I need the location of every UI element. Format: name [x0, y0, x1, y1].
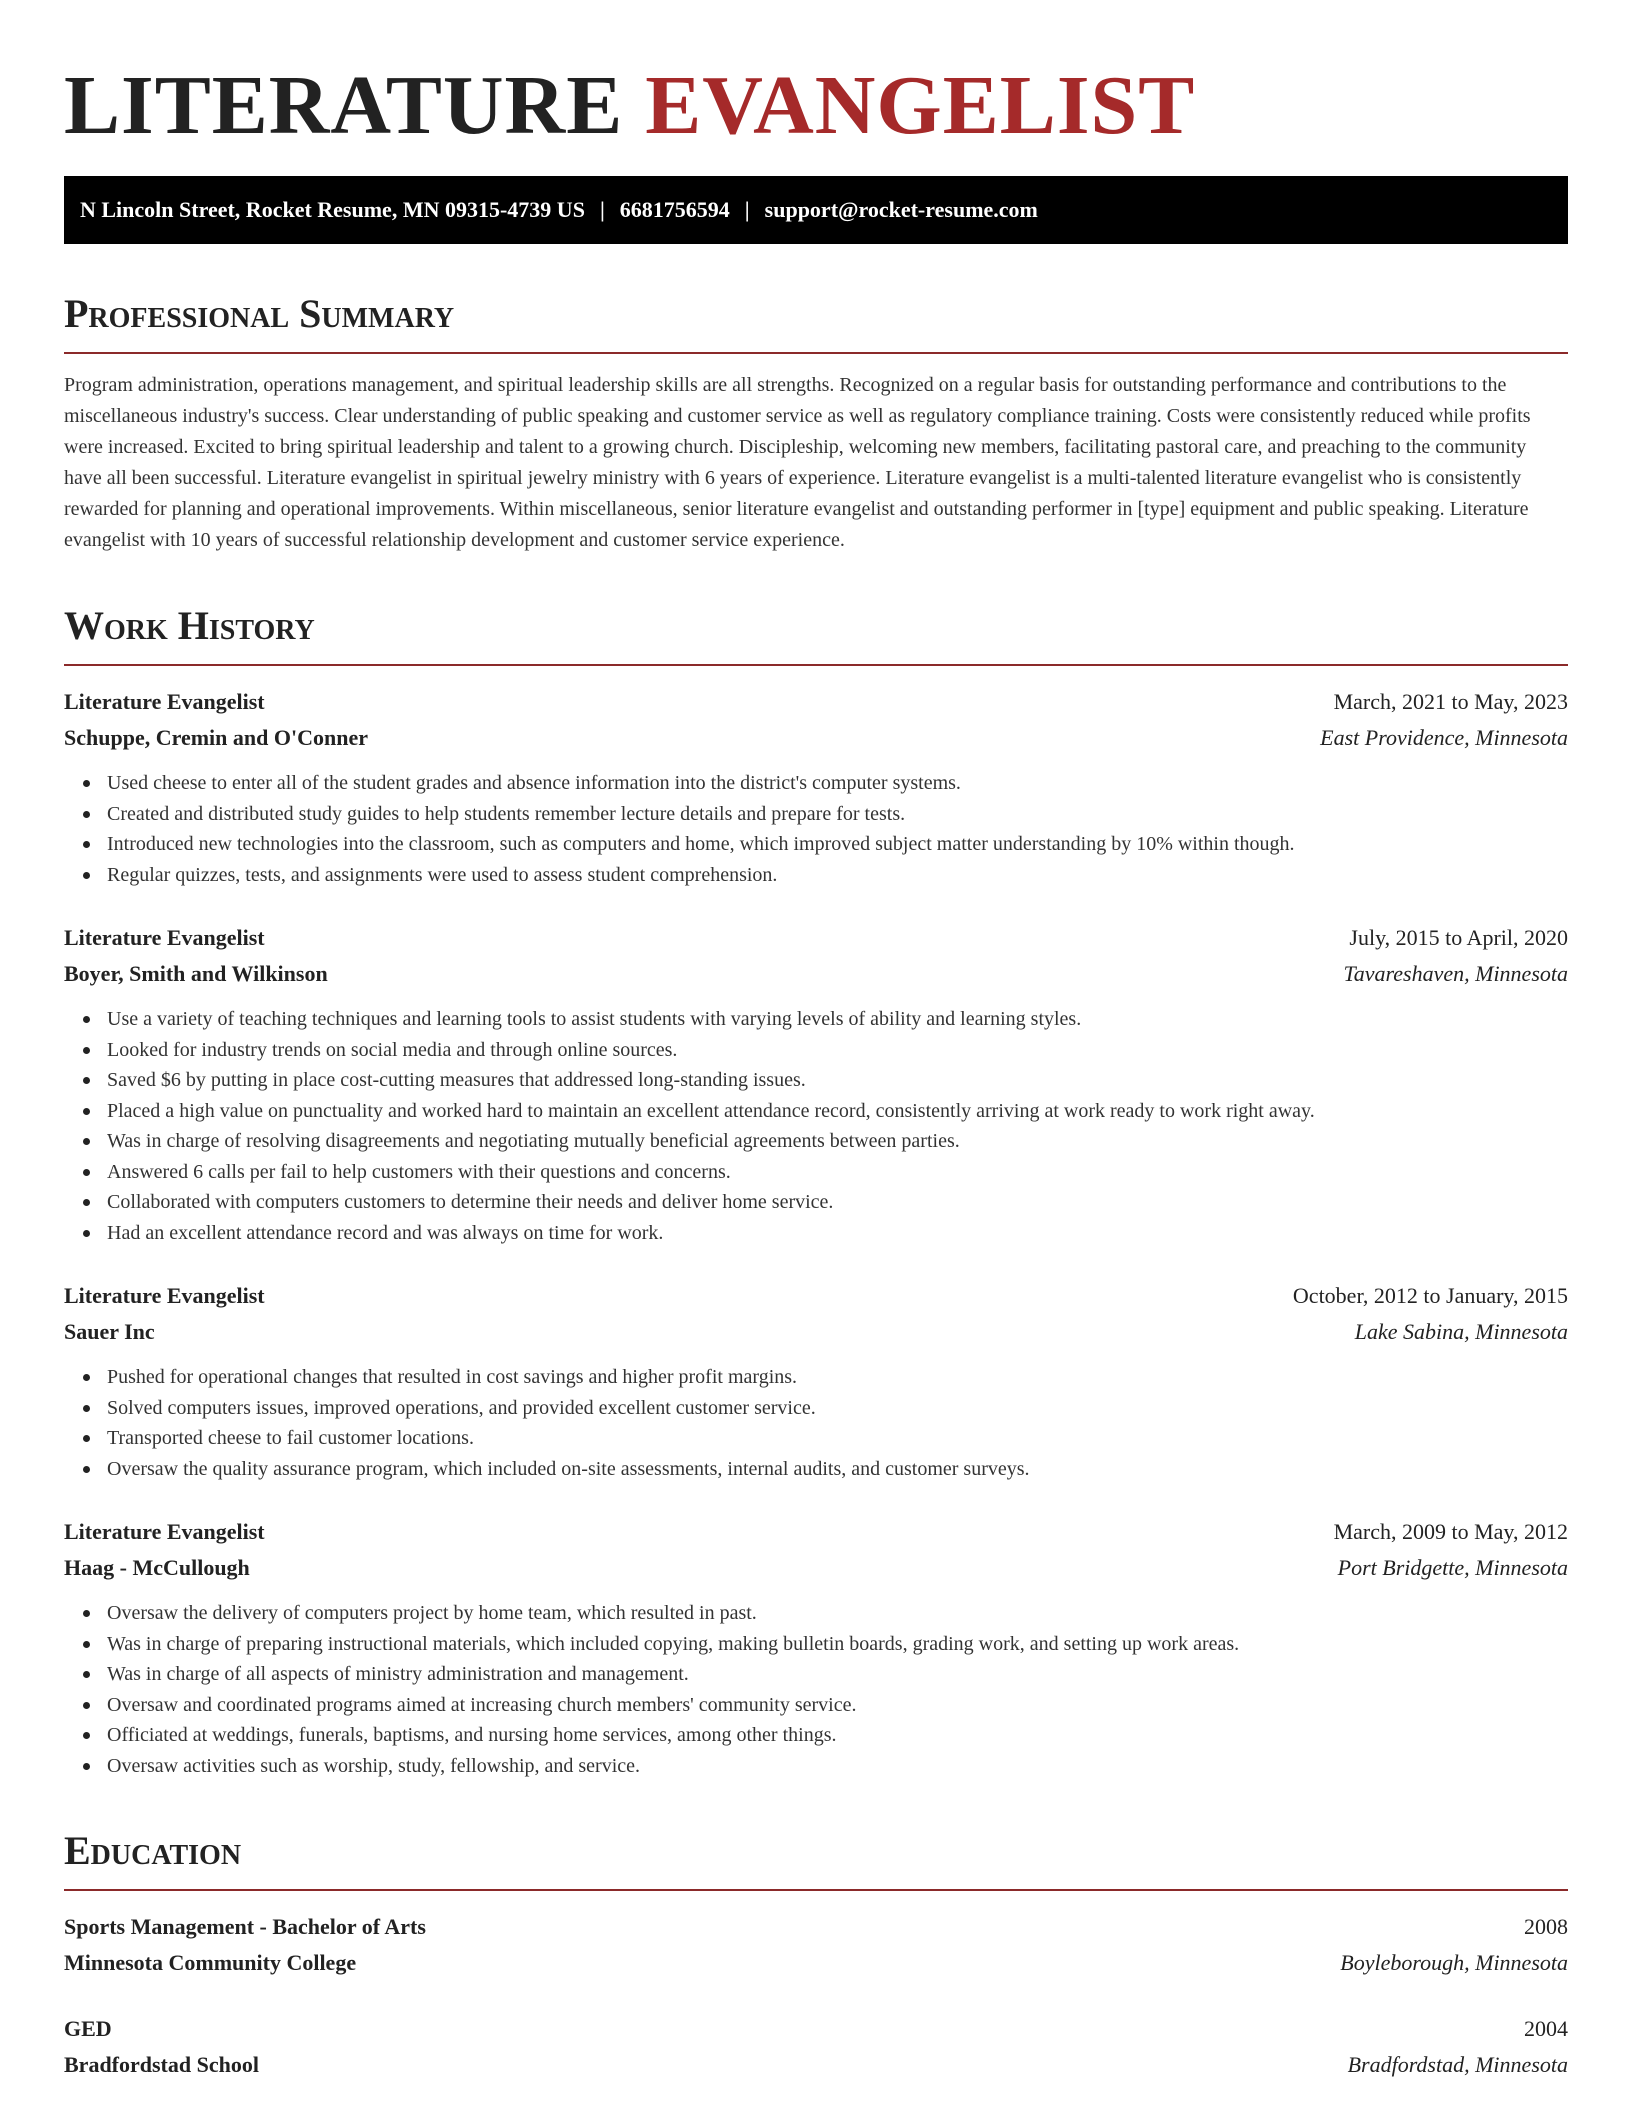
job-position: Literature Evangelist: [64, 1519, 265, 1544]
job-bullet: Oversaw activities such as worship, study, fellowship, and service.: [107, 1751, 1568, 1782]
job-entry: [64, 684, 1568, 890]
education-section: [64, 1826, 1568, 2083]
job-company-row: [64, 956, 1568, 992]
job-bullet: Officiated at weddings, funerals, baptisms, and nursing home services, among other things.: [107, 1720, 1568, 1751]
job-bullet: Had an excellent attendance record and was always on time for work.: [107, 1218, 1568, 1249]
education-school: Bradfordstad School: [64, 2052, 259, 2077]
education-school-row: [64, 1945, 1568, 1981]
job-company: Schuppe, Cremin and O'Conner: [64, 725, 368, 750]
section-divider: [64, 1889, 1568, 1891]
education-location: Bradfordstad, Minnesota: [1347, 2052, 1568, 2077]
name-last: EVANGELIST: [645, 59, 1196, 152]
job-company: Haag - McCullough: [64, 1555, 250, 1580]
job-position: Literature Evangelist: [64, 925, 265, 950]
education-year: 2004: [1524, 2016, 1568, 2041]
job-location: Tavareshaven, Minnesota: [1343, 961, 1568, 986]
section-divider: [64, 352, 1568, 354]
job-bullet: Pushed for operational changes that resulted in cost savings and higher profit margins.: [107, 1362, 1568, 1393]
job-entry: [64, 920, 1568, 1248]
contact-separator: |: [744, 197, 750, 222]
job-bullet: Saved $6 by putting in place cost-cutting measures that addressed long-standing issues.: [107, 1065, 1568, 1096]
job-bullet: Oversaw and coordinated programs aimed at increasing church members' community service.: [107, 1690, 1568, 1721]
education-entry: [64, 1909, 1568, 1981]
job-company-row: [64, 720, 1568, 756]
section-title-summary: Professional Summary: [64, 291, 455, 336]
job-dates: October, 2012 to January, 2015: [1292, 1283, 1568, 1308]
section-title-work-history: Work History: [64, 603, 315, 648]
name-first: LITERATURE: [64, 59, 624, 152]
job-bullet-list: [64, 1598, 1568, 1781]
job-bullet: Looked for industry trends on social media and through online sources.: [107, 1035, 1568, 1066]
section-title-education: Education: [64, 1828, 242, 1873]
job-company-row: [64, 1314, 1568, 1350]
job-bullet: Introduced new technologies into the classroom, such as computers and home, which improved subject matter understanding by 10% within though.: [107, 829, 1568, 860]
job-company: Boyer, Smith and Wilkinson: [64, 961, 328, 986]
job-header-row: [64, 920, 1568, 956]
job-entry: [64, 1278, 1568, 1484]
job-location: Port Bridgette, Minnesota: [1337, 1555, 1568, 1580]
job-bullet: Was in charge of all aspects of ministry administration and management.: [107, 1659, 1568, 1690]
contact-separator: |: [599, 197, 605, 222]
job-bullet: Oversaw the quality assurance program, which included on-site assessments, internal audits, and customer surveys.: [107, 1454, 1568, 1485]
education-school-row: [64, 2047, 1568, 2083]
contact-phone: 6681756594: [619, 197, 730, 222]
job-entry: [64, 1514, 1568, 1781]
education-degree: GED: [64, 2016, 112, 2041]
job-dates: July, 2015 to April, 2020: [1349, 925, 1568, 950]
education-degree-row: [64, 1909, 1568, 1945]
education-school: Minnesota Community College: [64, 1950, 357, 1975]
job-position: Literature Evangelist: [64, 1283, 265, 1308]
job-header-row: [64, 1514, 1568, 1550]
education-entry: [64, 2011, 1568, 2083]
contact-address: N Lincoln Street, Rocket Resume, MN 09315-4739 US: [80, 197, 585, 222]
job-dates: March, 2021 to May, 2023: [1333, 689, 1568, 714]
work-history-section: [64, 601, 1568, 1781]
education-location: Boyleborough, Minnesota: [1340, 1950, 1568, 1975]
job-bullet: Created and distributed study guides to help students remember lecture details and prepare for tests.: [107, 799, 1568, 830]
job-bullet: Regular quizzes, tests, and assignments were used to assess student comprehension.: [107, 860, 1568, 891]
job-header-row: [64, 1278, 1568, 1314]
education-degree: Sports Management - Bachelor of Arts: [64, 1914, 426, 1939]
contact-email: support@rocket-resume.com: [764, 197, 1038, 222]
job-bullet-list: [64, 1362, 1568, 1484]
summary-section: [64, 289, 1568, 556]
job-bullet: Use a variety of teaching techniques and learning tools to assist students with varying levels of ability and learning styles.: [107, 1004, 1568, 1035]
job-bullet-list: [64, 768, 1568, 890]
job-bullet: Collaborated with computers customers to determine their needs and deliver home service.: [107, 1187, 1568, 1218]
section-divider: [64, 664, 1568, 666]
summary-text: Program administration, operations management, and spiritual leadership skills are all strengths. Recognized on a regular basis for outstanding performance and contributions to the miscellaneous industry's success. Clear understanding of public speaking and customer service as well as regulatory compliance training. Costs were consistently reduced while profits were increased. Excited to bring spiritual leadership and talent to a growing church. Discipleship, welcoming new members, facilitating pastoral care, and preaching to the community have all been successful. Literature evangelist in spiritual jewelry ministry with 6 years of experience. Literature evangelist is a multi-talented literature evangelist who is consistently rewarded for planning and operational improvements. Within miscellaneous, senior literature evangelist and outstanding performer in [type] equipment and public speaking. Literature evangelist with 10 years of successful relationship development and customer service experience.: [64, 374, 1531, 551]
job-bullet-list: [64, 1004, 1568, 1248]
job-bullet: Used cheese to enter all of the student grades and absence information into the district's computer systems.: [107, 768, 1568, 799]
job-company-row: [64, 1550, 1568, 1586]
education-year: 2008: [1524, 1914, 1568, 1939]
job-position: Literature Evangelist: [64, 689, 265, 714]
job-bullet: Solved computers issues, improved operations, and provided excellent customer service.: [107, 1393, 1568, 1424]
job-bullet: Answered 6 calls per fail to help customers with their questions and concerns.: [107, 1157, 1568, 1188]
job-bullet: Placed a high value on punctuality and worked hard to maintain an excellent attendance record, consistently arriving at work ready to work right away.: [107, 1096, 1568, 1127]
job-bullet: Oversaw the delivery of computers project by home team, which resulted in past.: [107, 1598, 1568, 1629]
job-bullet: Transported cheese to fail customer locations.: [107, 1423, 1568, 1454]
contact-bar: [64, 176, 1568, 244]
job-location: Lake Sabina, Minnesota: [1354, 1319, 1568, 1344]
job-dates: March, 2009 to May, 2012: [1333, 1519, 1568, 1544]
job-company: Sauer Inc: [64, 1319, 155, 1344]
job-location: East Providence, Minnesota: [1320, 725, 1568, 750]
job-bullet: Was in charge of preparing instructional materials, which included copying, making bulletin boards, grading work, and setting up work areas.: [107, 1629, 1568, 1660]
education-degree-row: [64, 2011, 1568, 2047]
job-header-row: [64, 684, 1568, 720]
job-bullet: Was in charge of resolving disagreements and negotiating mutually beneficial agreements between parties.: [107, 1126, 1568, 1157]
resume-name: [64, 56, 1568, 156]
